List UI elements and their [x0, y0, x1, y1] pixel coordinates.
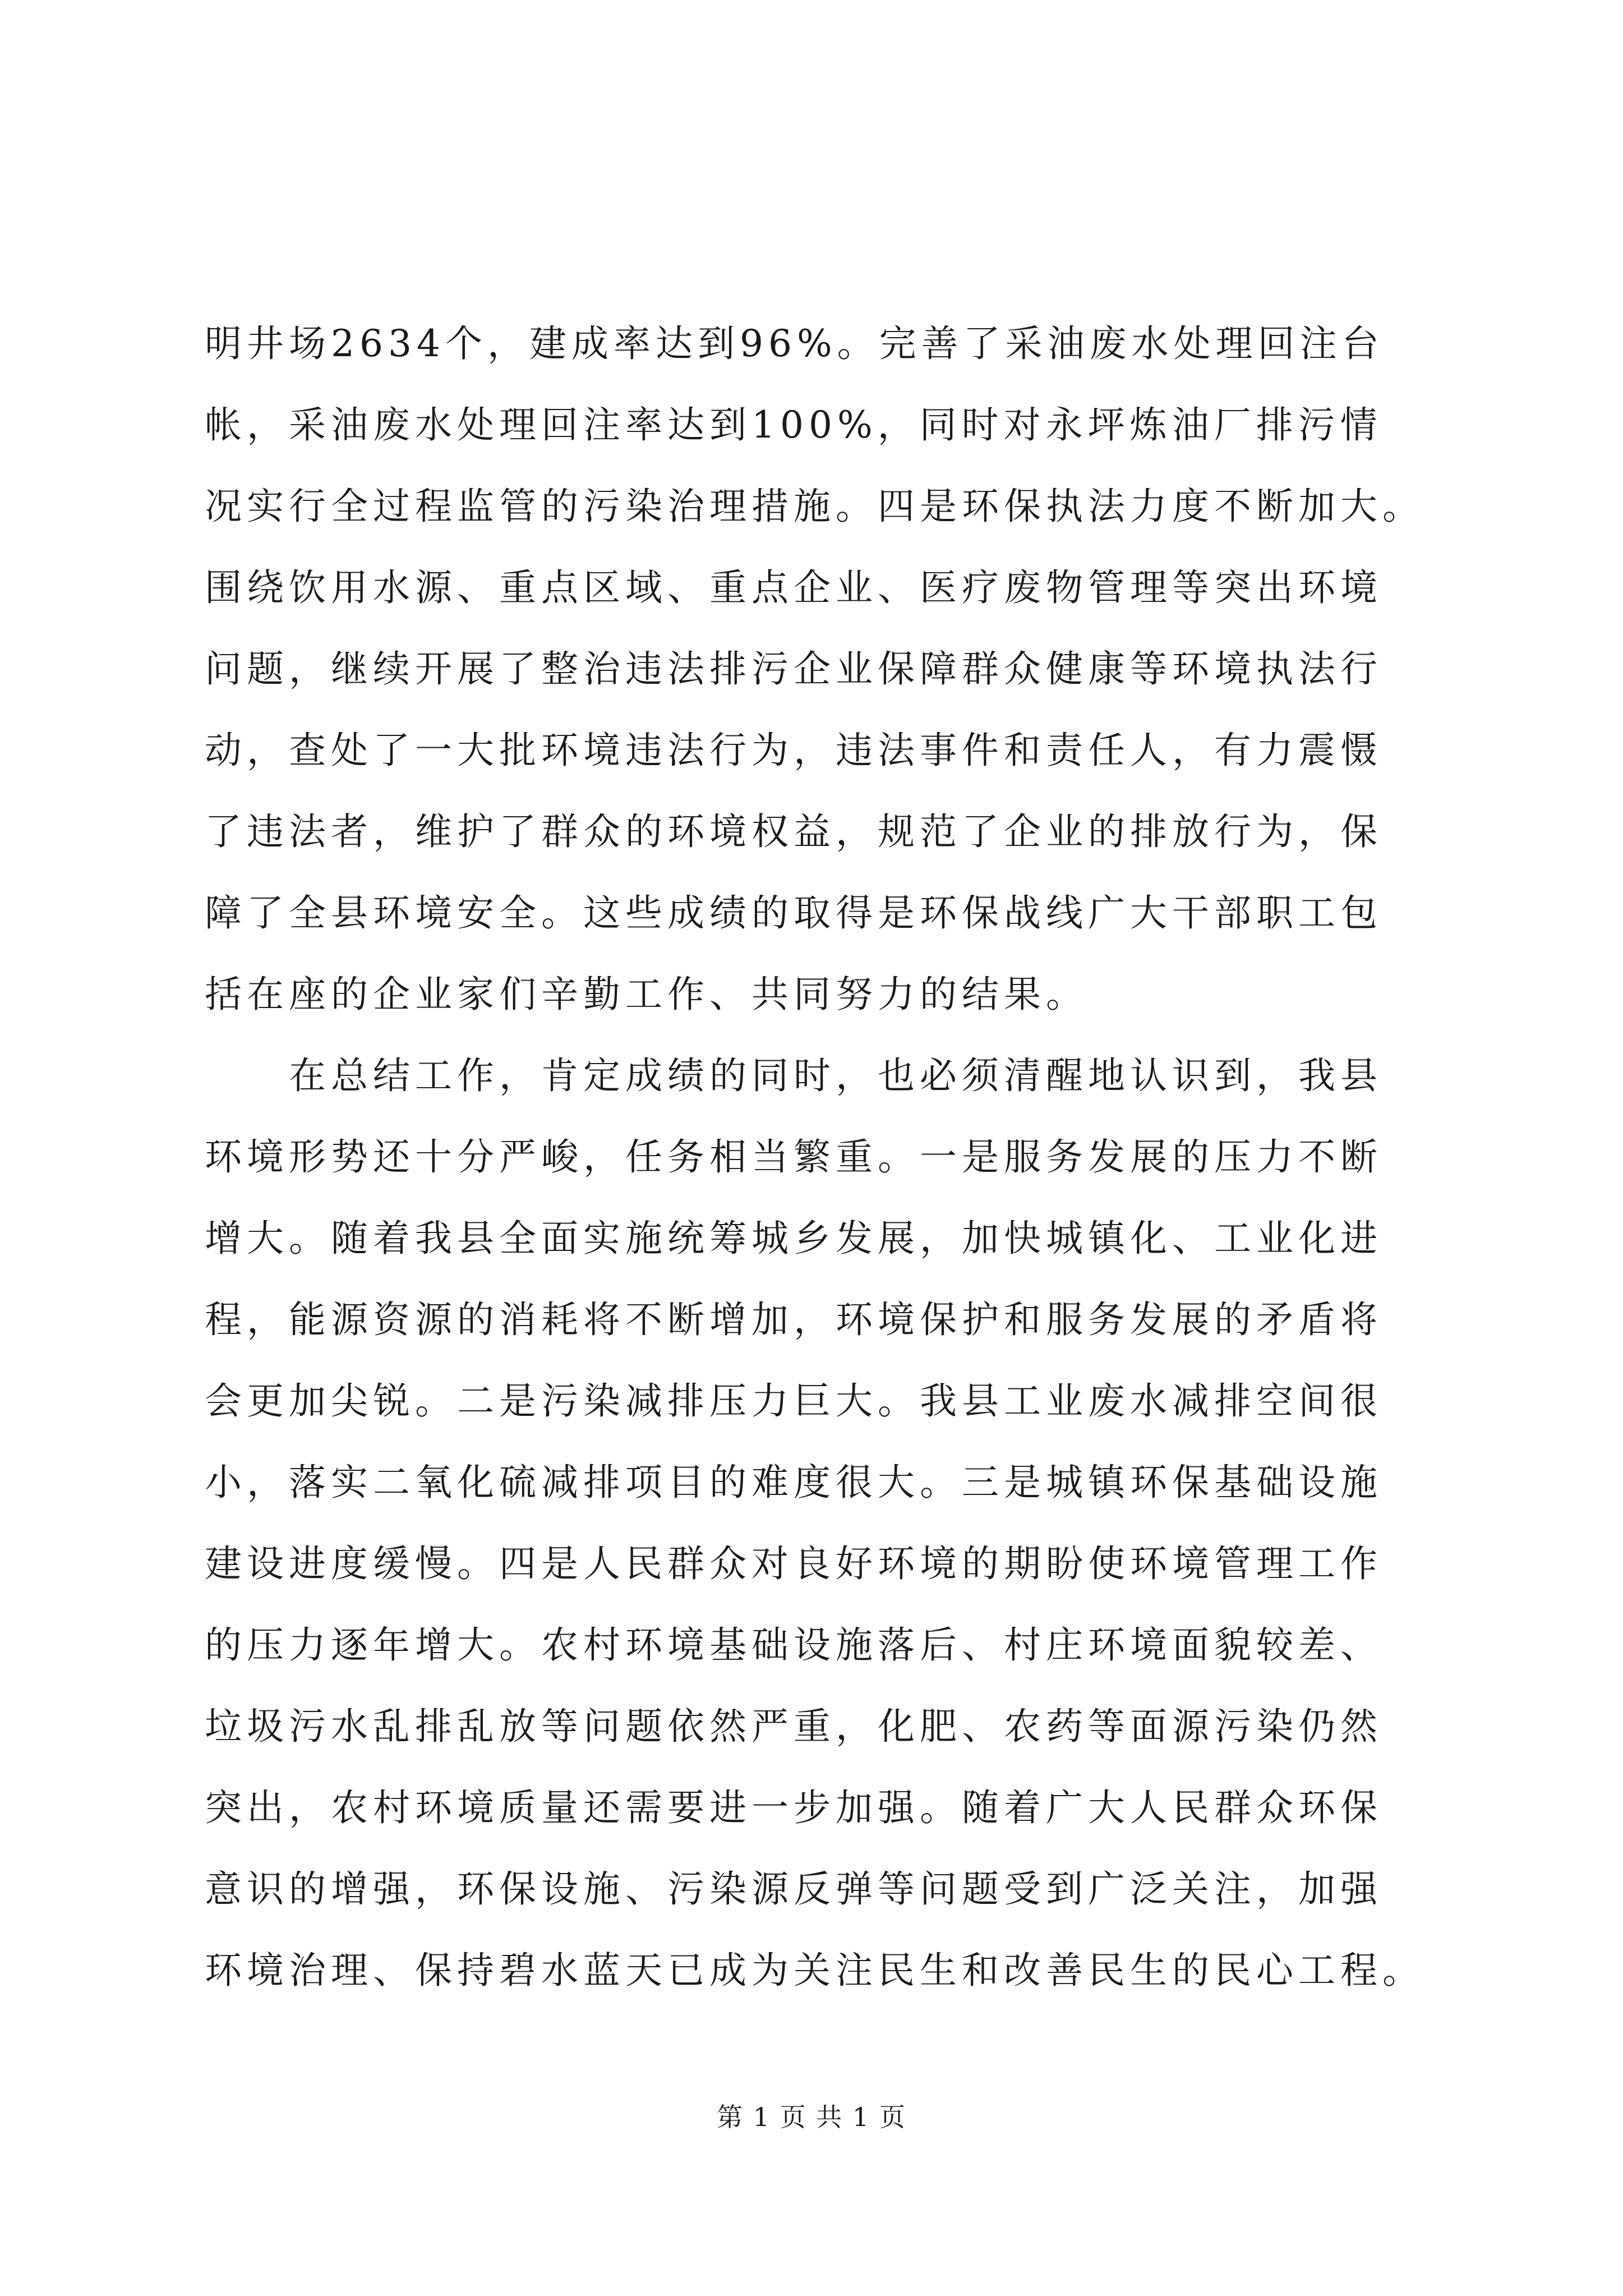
text-line: 围绕饮用水源、重点区域、重点企业、医疗废物管理等突出环境: [205, 566, 1382, 609]
text-line: 问题，继续开展了整治违法排污企业保障群众健康等环境执法行: [205, 647, 1382, 691]
text-line: 建设进度缓慢。四是人民群众对良好环境的期盼使环境管理工作: [205, 1542, 1382, 1585]
text-line: 会更加尖锐。二是污染减排压力巨大。我县工业废水减排空间很: [205, 1379, 1382, 1423]
text-line: 括在座的企业家们辛勤工作、共同努力的结果。: [205, 973, 1088, 1016]
text-line: 障了全县环境安全。这些成绩的取得是环保战线广大干部职工包: [205, 891, 1382, 935]
text-line: 增大。随着我县全面实施统筹城乡发展，加快城镇化、工业化进: [205, 1217, 1382, 1260]
text-line: 程，能源资源的消耗将不断增加，环境保护和服务发展的矛盾将: [205, 1298, 1382, 1341]
body-text: [205, 303, 1438, 2011]
text-line: 意识的增强，环保设施、污染源反弹等问题受到广泛关注，加强: [205, 1867, 1382, 1911]
text-line: 环境形势还十分严峻，任务相当繁重。一是服务发展的压力不断: [205, 1135, 1382, 1179]
text-line: 在总结工作，肯定成绩的同时，也必须清醒地认识到，我县: [205, 1054, 1382, 1097]
text-line: 动，查处了一大批环境违法行为，违法事件和责任人，有力震慑: [205, 729, 1382, 772]
text-line: 的压力逐年增大。农村环境基础设施落后、村庄环境面貌较差、: [205, 1623, 1382, 1667]
text-line: 环境治理、保持碧水蓝天已成为关注民生和改善民生的民心工程。: [205, 1949, 1424, 1992]
text-line: 帐，采油废水处理回注率达到100%，同时对永坪炼油厂排污情: [205, 403, 1382, 447]
page-footer: 第 1 页 共 1 页: [717, 2102, 906, 2132]
text-line: 明井场2634个，建成率达到96%。完善了采油废水处理回注台: [205, 322, 1384, 365]
text-line: 突出，农村环境质量还需要进一步加强。随着广大人民群众环保: [205, 1786, 1382, 1829]
text-line: 垃圾污水乱排乱放等问题依然严重，化肥、农药等面源污染仍然: [205, 1705, 1382, 1748]
text-line: 小，落实二氧化硫减排项目的难度很大。三是城镇环保基础设施: [205, 1461, 1382, 1504]
text-line: 况实行全过程监管的污染治理措施。四是环保执法力度不断加大。: [205, 485, 1424, 528]
text-line: 了违法者，维护了群众的环境权益，规范了企业的排放行为，保: [205, 810, 1382, 853]
